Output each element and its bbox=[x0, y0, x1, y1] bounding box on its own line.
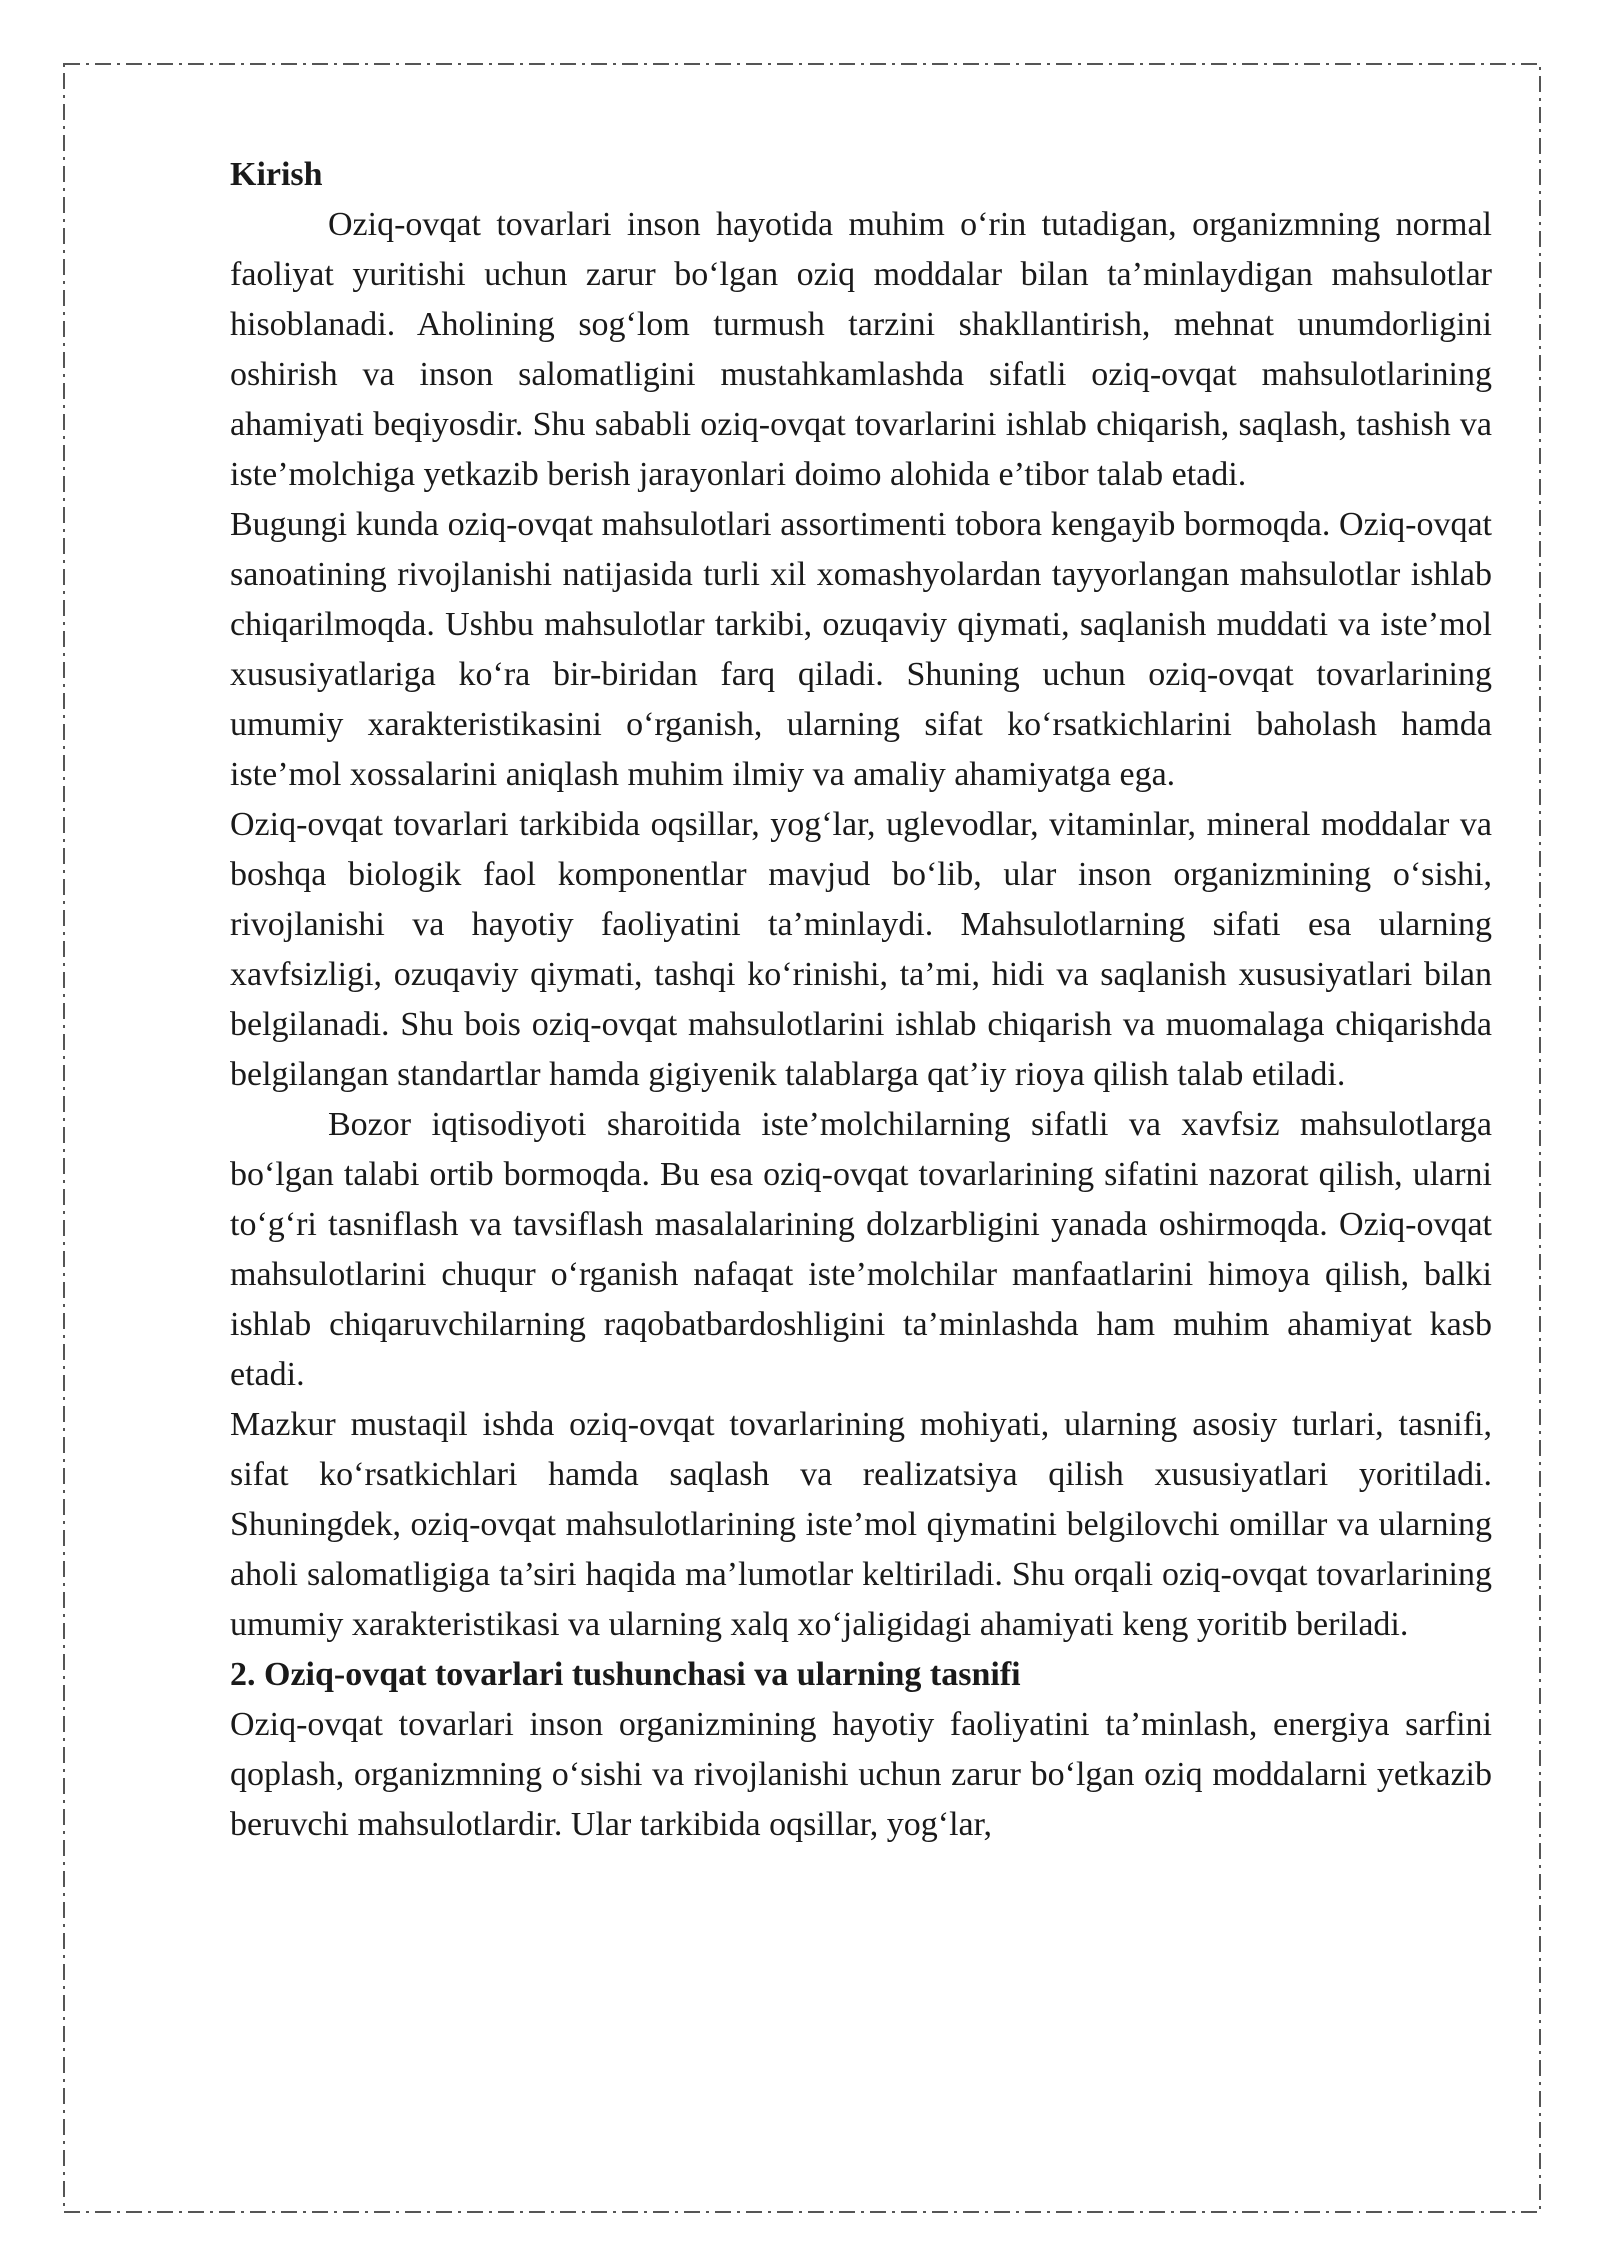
intro-paragraph-5: Mazkur mustaqil ishda oziq-ovqat tovarlarining mohiyati, ularning asosiy turlari, tasnifi, sifat ko‘rsatkichlari hamda saqlash va realizatsiya qilish xususiyatlari yoritiladi. Shuningdek, oziq-ovqat mahsulotlarining iste’mol qiymatini belgilovchi omillar va ularning aholi salomatligiga ta’siri haqida ma’lumotlar keltiriladi. Shu orqali oziq-ovqat tovarlarining umumiy xarakteristikasi va ularning xalq xo‘jaligidagi ahamiyati keng yoritib beriladi. bbox=[230, 1406, 1492, 1643]
section-paragraph-1: Oziq-ovqat tovarlari inson organizmining hayotiy faoliyatini ta’minlash, energiya sarfini qoplash, organizmning o‘sishi va rivojlanishi uchun zarur bo‘lgan oziq moddalarni yetkazib beruvchi mahsulotlardir. Ular tarkibida oqsillar, yog‘lar, bbox=[230, 1706, 1492, 1843]
document-body bbox=[230, 150, 1492, 1850]
section-heading: 2. Oziq-ovqat tovarlari tushunchasi va ularning tasnifi bbox=[230, 1656, 1021, 1693]
document-title: Kirish bbox=[230, 156, 323, 193]
intro-paragraph-1: Oziq-ovqat tovarlari inson hayotida muhim o‘rin tutadigan, organizmning normal faoliyat yuritishi uchun zarur bo‘lgan oziq moddalar bilan ta’minlaydigan mahsulotlar hisoblanadi. Aholining sog‘lom turmush tarzini shakllantirish, mehnat unumdorligini oshirish va inson salomatligini mustahkamlashda sifatli oziq-ovqat mahsulotlarining ahamiyati beqiyosdir. Shu sababli oziq-ovqat tovarlarini ishlab chiqarish, saqlash, tashish va iste’molchiga yetkazib berish jarayonlari doimo alohida e’tibor talab etadi. bbox=[230, 206, 1492, 493]
intro-paragraph-3: Oziq-ovqat tovarlari tarkibida oqsillar, yog‘lar, uglevodlar, vitaminlar, mineral moddalar va boshqa biologik faol komponentlar mavjud bo‘lib, ular inson organizmining o‘sishi, rivojlanishi va hayotiy faoliyatini ta’minlaydi. Mahsulotlarning sifati esa ularning xavfsizligi, ozuqaviy qiymati, tashqi ko‘rinishi, ta’mi, hidi va saqlanish xususiyatlari bilan belgilanadi. Shu bois oziq-ovqat mahsulotlarini ishlab chiqarish va muomalaga chiqarishda belgilangan standartlar hamda gigiyenik talablarga qat’iy rioya qilish talab etiladi. bbox=[230, 806, 1492, 1093]
intro-paragraph-2: Bugungi kunda oziq-ovqat mahsulotlari assortimenti tobora kengayib bormoqda. Oziq-ovqat sanoatining rivojlanishi natijasida turli xil xomashyolardan tayyorlangan mahsulotlar ishlab chiqarilmoqda. Ushbu mahsulotlar tarkibi, ozuqaviy qiymati, saqlanish muddati va iste’mol xususiyatlariga ko‘ra bir-biridan farq qiladi. Shuning uchun oziq-ovqat tovarlarining umumiy xarakteristikasini o‘rganish, ularning sifat ko‘rsatkichlarini baholash hamda iste’mol xossalarini aniqlash muhim ilmiy va amaliy ahamiyatga ega. bbox=[230, 506, 1492, 793]
intro-paragraph-4: Bozor iqtisodiyoti sharoitida iste’molchilarning sifatli va xavfsiz mahsulotlarga bo‘lgan talabi ortib bormoqda. Bu esa oziq-ovqat tovarlarining sifatini nazorat qilish, ularni to‘g‘ri tasniflash va tavsiflash masalalarining dolzarbligini yanada oshirmoqda. Oziq-ovqat mahsulotlarini chuqur o‘rganish nafaqat iste’molchilar manfaatlarini himoya qilish, balki ishlab chiqaruvchilarning raqobatbardoshligini ta’minlashda ham muhim ahamiyat kasb etadi. bbox=[230, 1106, 1492, 1393]
